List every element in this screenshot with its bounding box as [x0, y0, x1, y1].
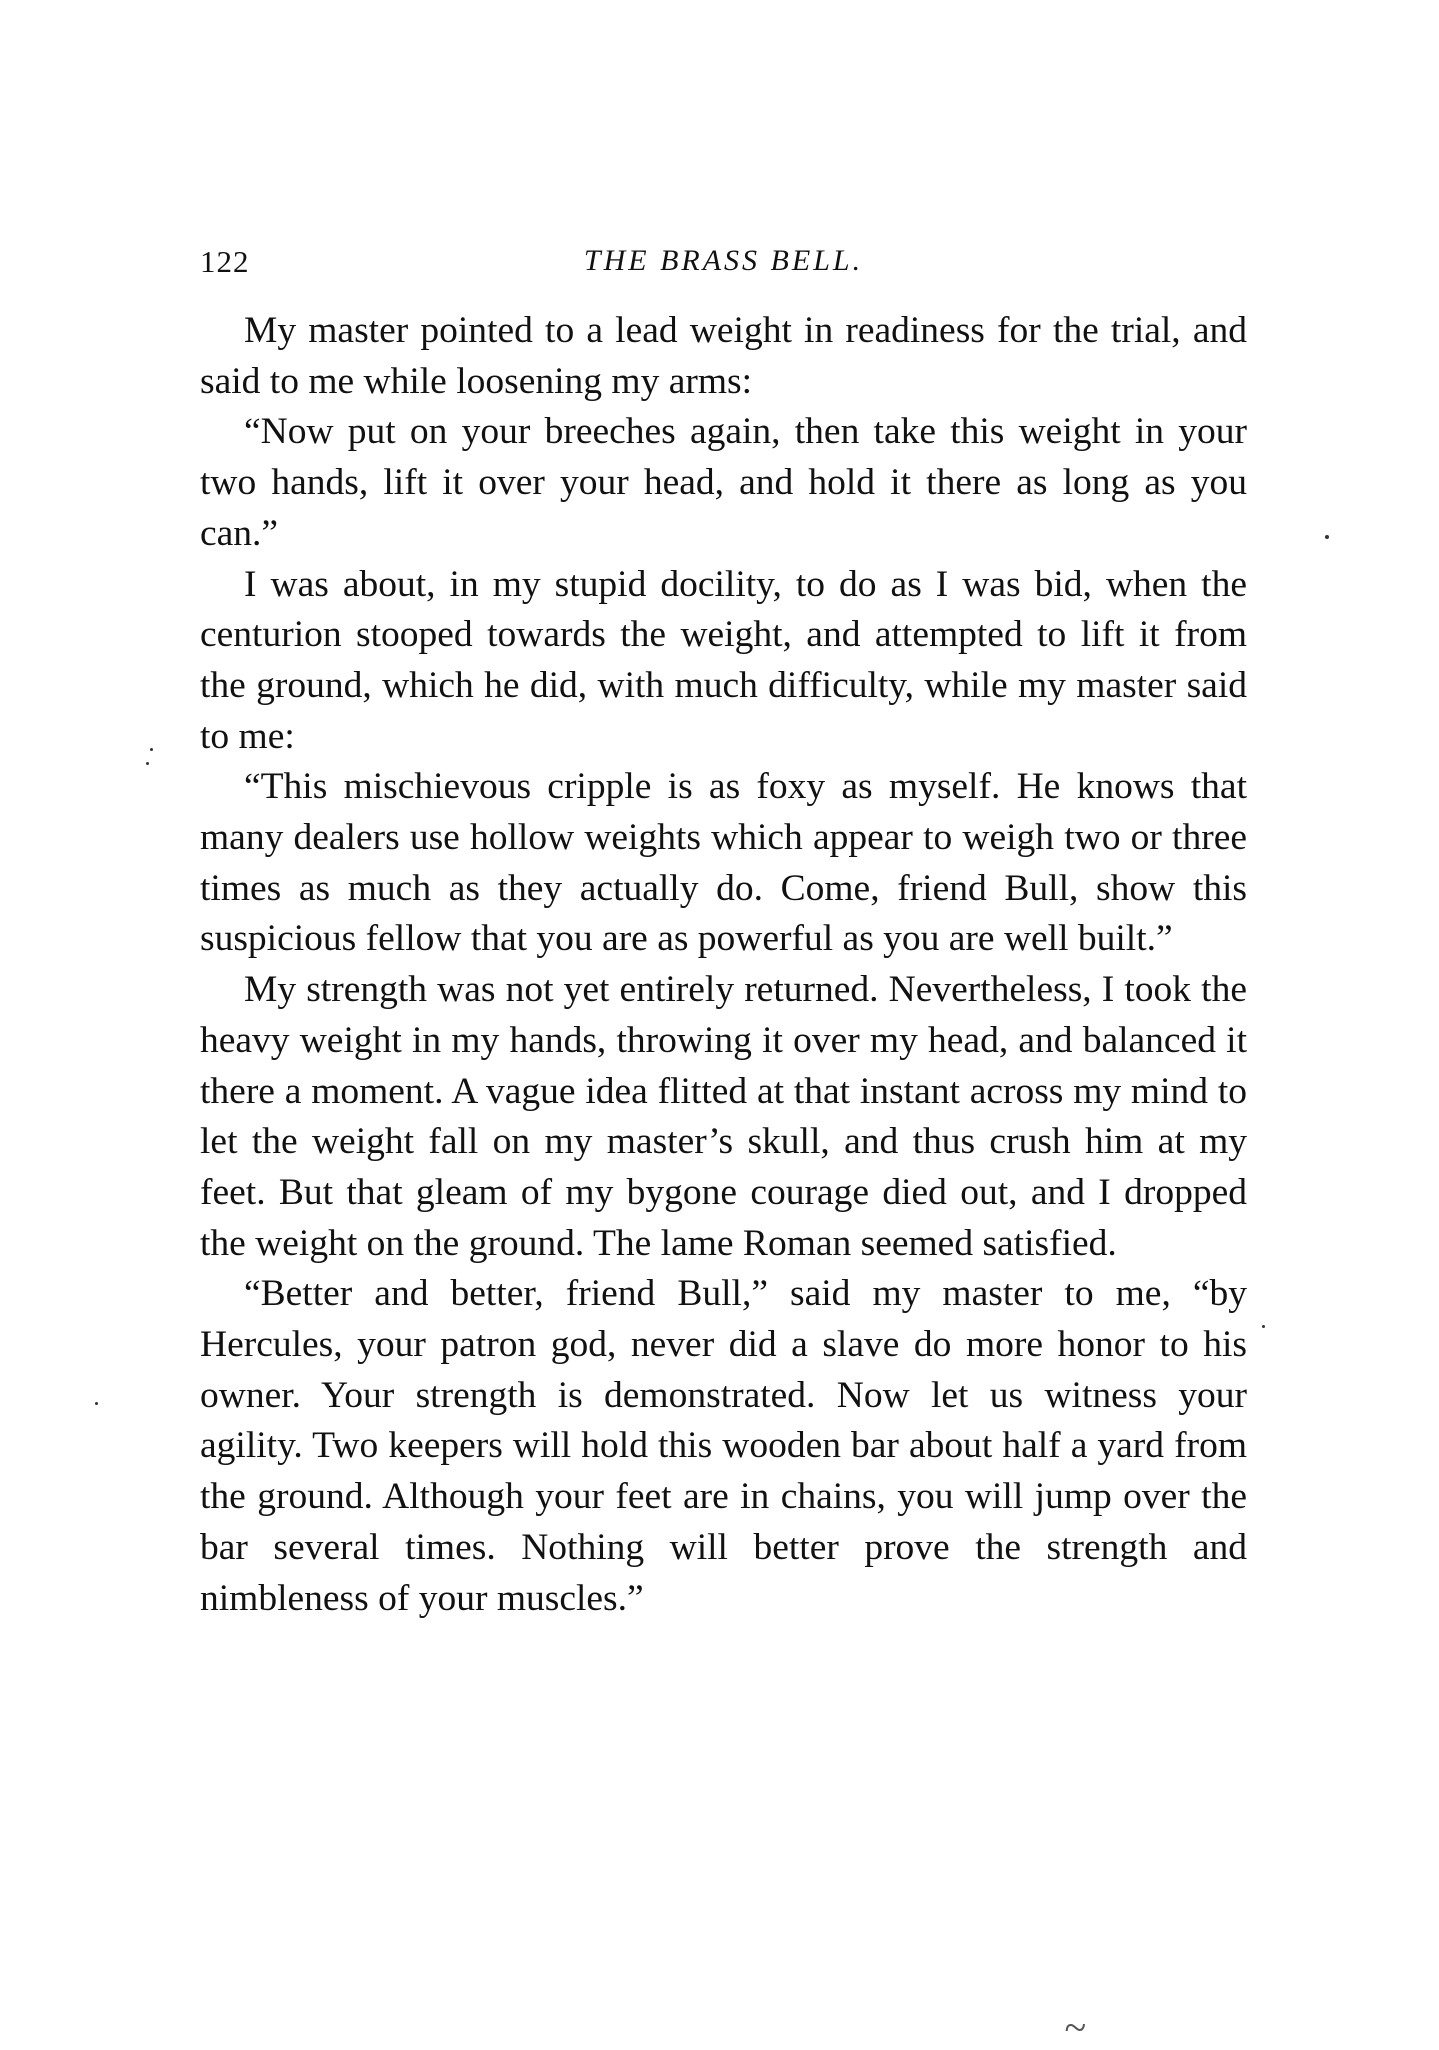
catchword-mark: ~	[1064, 2005, 1086, 2050]
paragraph: “This mischievous cripple is as foxy as myself. He knows that many dealers use hollow weights which appear to weigh two or three times as much as they actually do. Come, friend Bull, show this suspicious fellow that you are as powerful as you are well built.”	[200, 766, 1247, 960]
scan-speck	[95, 1402, 98, 1405]
book-page	[200, 238, 1247, 1624]
scan-speck	[146, 762, 149, 765]
paragraph: My master pointed to a lead weight in readiness for the trial, and said to me while loosening my arms:	[200, 310, 1247, 402]
scan-speck	[150, 748, 153, 751]
paragraph: “Now put on your breeches again, then take this weight in your two hands, lift it over your head, and hold it there as long as you can.”	[200, 411, 1247, 554]
body-text	[200, 306, 1247, 1624]
paragraph: “Better and better, friend Bull,” said my master to me, “by Hercules, your patron god, never did a slave do more honor to his owner. Your strength is demonstrated. Now let us witness your agility. Two keepers will hold this wooden bar about half a yard from the ground. Although your feet are in chains, you will jump over the bar several times. Nothing will better prove the strength and nimbleness of your muscles.”	[200, 1273, 1247, 1619]
running-title: THE BRASS BELL.	[583, 244, 864, 277]
scan-speck	[1262, 1325, 1265, 1328]
scan-speck	[1325, 535, 1329, 539]
paragraph: I was about, in my stupid docility, to do as I was bid, when the centurion stooped towards the weight, and attempted to lift it from the ground, which he did, with much difficulty, while my master said to me:	[200, 563, 1247, 757]
page-number: 122	[200, 244, 250, 279]
running-head	[200, 238, 1247, 286]
paragraph: My strength was not yet entirely returned. Nevertheless, I took the heavy weight in my hands, throwing it over my head, and balanced it there a moment. A vague idea flitted at that instant across my mind to let the weight fall on my master’s skull, and thus crush him at my feet. But that gleam of my bygone courage died out, and I dropped the weight on the ground. The lame Roman seemed satisfied.	[200, 969, 1247, 1264]
